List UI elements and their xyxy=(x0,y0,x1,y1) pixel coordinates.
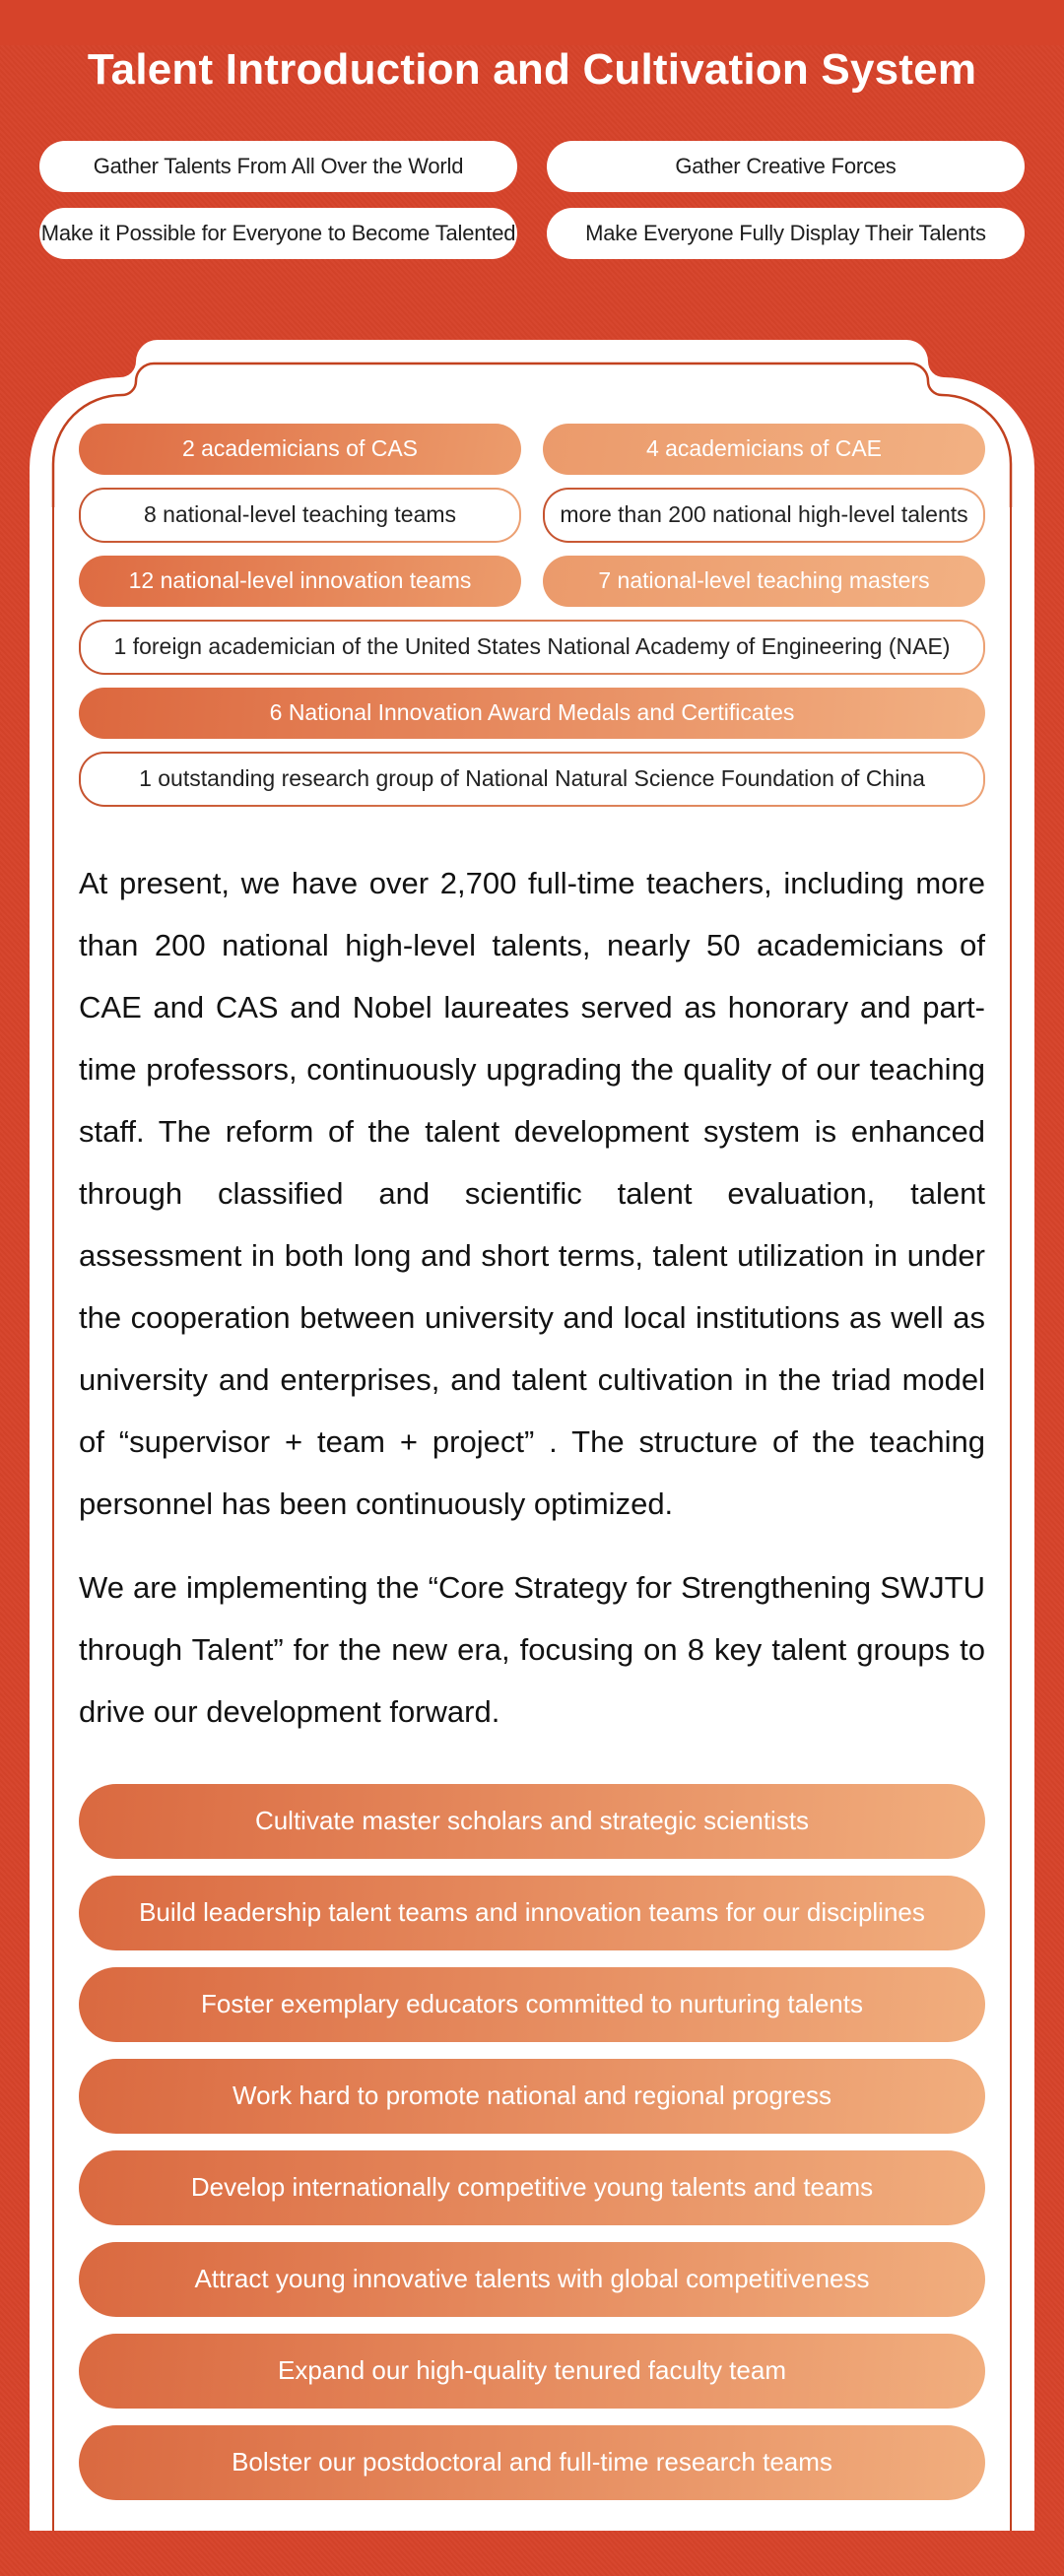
stat-pill: 7 national-level teaching masters xyxy=(543,556,985,607)
strategy-paragraph: We are implementing the “Core Strategy for Strengthening SWJTU through Talent” for the new era, focusing on 8 key talent groups to drive our development forward. xyxy=(79,1569,985,1729)
stat-pill-group xyxy=(79,424,985,807)
stat-pill: 1 foreign academician of the United States National Academy of Engineering (NAE) xyxy=(79,620,985,675)
page-title: Talent Introduction and Cultivation System xyxy=(87,45,977,94)
stat-pill: 2 academicians of CAS xyxy=(79,424,521,475)
strategy-pill: Expand our high-quality tenured faculty team xyxy=(79,2334,985,2409)
strategy-pill: Develop internationally competitive young talents and teams xyxy=(79,2150,985,2225)
strategy-pill: Cultivate master scholars and strategic scientists xyxy=(79,1784,985,1859)
intro-paragraph: At present, we have over 2,700 full-time teachers, including more than 200 national high-level talents, nearly 50 academicians of CAE and CAS and Nobel laureates served as honorary and part-time professors, continuously upgrading the quality of our teaching staff. The reform of the talent development system is enhanced through classified and scientific talent evaluation, talent assessment in both long and short terms, talent utilization in under the cooperation between university and local institutions as well as university and enterprises, and talent cultivation in the triad model of “supervisor + team + project” . The structure of the teaching personnel has been continuously optimized. xyxy=(79,865,985,1521)
stat-pill: 4 academicians of CAE xyxy=(543,424,985,475)
card-content xyxy=(30,340,1034,2500)
tagline-pill: Make Everyone Fully Display Their Talents xyxy=(547,208,1025,259)
stat-pill: 12 national-level innovation teams xyxy=(79,556,521,607)
tagline-pill: Make it Possible for Everyone to Become Talented xyxy=(39,208,517,259)
strategy-pill: Foster exemplary educators committed to nurturing talents xyxy=(79,1967,985,2042)
tagline-pill: Gather Creative Forces xyxy=(547,141,1025,192)
talent-infographic-page xyxy=(0,45,1064,2531)
stat-pill: 8 national-level teaching teams xyxy=(79,488,521,543)
strategy-pill: Bolster our postdoctoral and full-time research teams xyxy=(79,2425,985,2500)
tagline-pill-group xyxy=(39,141,1025,259)
stat-pill: 6 National Innovation Award Medals and Certificates xyxy=(79,688,985,739)
strategy-pill: Build leadership talent teams and innovation teams for our disciplines xyxy=(79,1876,985,1950)
stat-pill: more than 200 national high-level talents xyxy=(543,488,985,543)
strategy-pill: Attract young innovative talents with global competitiveness xyxy=(79,2242,985,2317)
stat-pill: 1 outstanding research group of National Natural Science Foundation of China xyxy=(79,752,985,807)
tagline-pill: Gather Talents From All Over the World xyxy=(39,141,517,192)
strategy-pill: Work hard to promote national and regional progress xyxy=(79,2059,985,2134)
content-card xyxy=(30,340,1034,2531)
strategy-pill-group xyxy=(79,1784,985,2500)
